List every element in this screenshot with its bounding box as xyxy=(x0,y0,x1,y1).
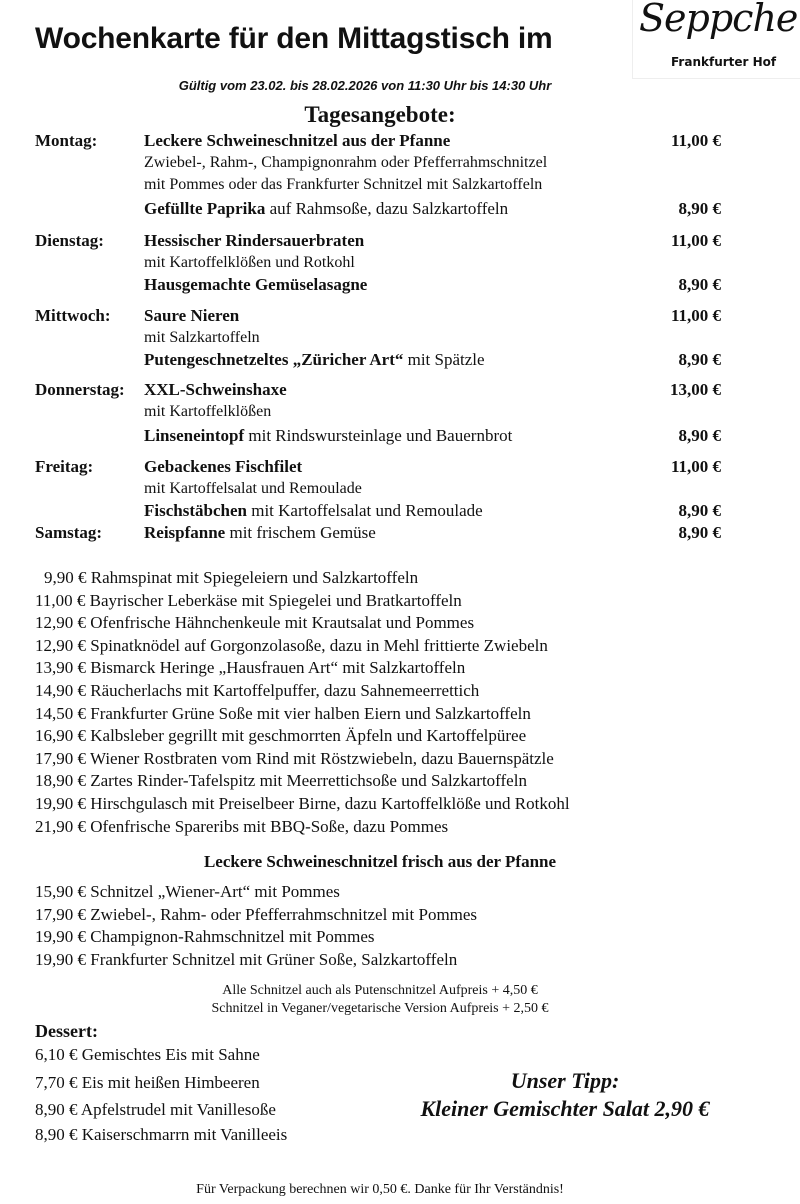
dish-title: Hausgemachte Gemüselasagne xyxy=(144,275,368,294)
menu-item xyxy=(35,681,479,701)
item-name: Hirschgulasch mit Preiselbeer Birne, dazu Kartoffelklöße und Rotkohl xyxy=(90,794,570,813)
schnitzel-item xyxy=(35,882,340,902)
schnitzel-heading: Leckere Schweineschnitzel frisch aus der Pfanne xyxy=(203,852,557,871)
item-name: Champignon-Rahmschnitzel mit Pommes xyxy=(90,927,375,947)
dish-price: 13,00 € xyxy=(670,380,721,399)
item-name: Räucherlachs mit Kartoffelpuffer, dazu Sahnemeerrettich xyxy=(90,681,480,700)
tip-offer: Kleiner Gemischter Salat 2,90 € xyxy=(420,1096,710,1121)
item-price: 21,90 € xyxy=(35,816,86,836)
dish-description: mit Salzkartoffeln xyxy=(144,329,260,346)
dish-description: mit Kartoffelklößen und Rotkohl xyxy=(144,254,355,271)
menu-item xyxy=(35,794,570,814)
validity-period: Gültig vom 23.02. bis 28.02.2026 von 11:30 Uhr bis 14:30 Uhr xyxy=(178,78,552,93)
item-price: 14,90 € xyxy=(35,681,86,700)
dessert-heading: Dessert: xyxy=(35,1021,98,1041)
restaurant-logo xyxy=(632,0,800,79)
item-price: 17,90 € xyxy=(35,748,86,768)
item-price: 15,90 € xyxy=(35,882,86,901)
item-name: Frankfurter Grüne Soße mit vier halben Eiern und Salzkartoffeln xyxy=(90,703,531,723)
item-name: Schnitzel „Wiener-Art“ mit Pommes xyxy=(90,882,340,901)
item-name: Zwiebel-, Rahm- oder Pfefferrahmschnitzel mit Pommes xyxy=(90,904,478,924)
turkey-surcharge-note: Alle Schnitzel auch als Putenschnitzel Aufpreis + 4,50 € xyxy=(222,983,538,998)
dish-description: Zwiebel-, Rahm-, Champignonrahm oder Pfefferrahmschnitzel xyxy=(144,154,548,171)
page-title: Wochenkarte für den Mittagstisch im xyxy=(35,22,553,55)
menu-item xyxy=(35,591,462,611)
dessert-item xyxy=(35,1125,287,1145)
dish-price: 11,00 € xyxy=(670,131,721,150)
item-name: Ofenfrische Spareribs mit BBQ-Soße, dazu Pommes xyxy=(90,816,449,836)
dish-name xyxy=(144,275,367,295)
dish-title: Hessischer Rindersauerbraten xyxy=(144,231,365,250)
dish-title: Fischstäbchen xyxy=(144,501,247,520)
dish-title: Putengeschnetzeltes „Züricher Art“ xyxy=(144,350,404,369)
menu-item xyxy=(35,817,448,837)
dessert-item xyxy=(35,1045,260,1065)
item-price: 18,90 € xyxy=(35,771,86,791)
menu-item xyxy=(35,636,548,656)
dish-detail: mit frischem Gemüse xyxy=(225,523,376,542)
item-price: 19,90 € xyxy=(35,927,86,947)
dish-name xyxy=(144,131,450,151)
dish-price: 8,90 € xyxy=(678,275,721,294)
logo-subtitle: Frankfurter Hof xyxy=(671,55,777,69)
dish-title: Reispfanne xyxy=(144,523,226,542)
item-name: Gemischtes Eis mit Sahne xyxy=(81,1045,260,1064)
dish-title: Gebackenes Fischfilet xyxy=(144,457,303,476)
item-name: Bismarck Heringe „Hausfrauen Art“ mit Salzkartoffeln xyxy=(90,658,466,678)
dish-name xyxy=(144,426,512,446)
schnitzel-item xyxy=(35,905,477,925)
dish-price: 11,00 € xyxy=(670,231,721,250)
dish-detail: auf Rahmsoße, dazu Salzkartoffeln xyxy=(265,199,509,218)
menu-item xyxy=(35,749,554,769)
dish-price: 11,00 € xyxy=(670,457,721,476)
item-price: 7,70 € xyxy=(35,1073,78,1092)
dish-price: 8,90 € xyxy=(678,523,721,542)
item-name: Eis mit heißen Himbeeren xyxy=(81,1073,260,1092)
item-price: 16,90 € xyxy=(35,726,86,746)
item-name: Frankfurter Schnitzel mit Grüner Soße, Salzkartoffeln xyxy=(90,949,458,969)
day-label: Montag: xyxy=(35,131,98,150)
item-price: 12,90 € xyxy=(35,635,86,655)
dessert-item xyxy=(35,1100,276,1120)
vegan-surcharge-note: Schnitzel in Veganer/vegetarische Version Aufpreis + 2,50 € xyxy=(211,1001,549,1016)
item-price: 8,90 € xyxy=(35,1125,78,1144)
dish-name xyxy=(144,350,485,370)
item-price: 6,10 € xyxy=(35,1045,78,1064)
item-name: Ofenfrische Hähnchenkeule mit Krautsalat und Pommes xyxy=(90,613,475,633)
dish-description: mit Kartoffelsalat und Remoulade xyxy=(144,480,362,497)
item-name: Bayrischer Leberkäse mit Spiegelei und Bratkartoffeln xyxy=(89,590,462,610)
day-label: Samstag: xyxy=(35,523,103,542)
schnitzel-item xyxy=(35,950,457,970)
item-name: Apfelstrudel mit Vanillesoße xyxy=(80,1100,276,1119)
packaging-note: Für Verpackung berechnen wir 0,50 €. Danke für Ihr Verständnis! xyxy=(196,1182,564,1197)
menu-item xyxy=(35,658,465,678)
item-price: 9,90 € xyxy=(44,568,87,587)
dish-name xyxy=(144,199,508,219)
item-price: 19,90 € xyxy=(35,949,86,969)
item-price: 17,90 € xyxy=(35,904,86,924)
menu-item xyxy=(35,726,526,746)
item-name: Kalbsleber gegrillt mit geschmorrten Äpfeln und Kartoffelpüree xyxy=(90,726,527,746)
logo-script-text: Seppche xyxy=(639,0,798,40)
dessert-item xyxy=(35,1073,260,1093)
dish-title: XXL-Schweinshaxe xyxy=(144,380,287,399)
dish-price: 8,90 € xyxy=(678,426,721,445)
dish-title: Saure Nieren xyxy=(144,306,240,325)
menu-item xyxy=(44,568,418,588)
item-price: 14,50 € xyxy=(35,703,86,723)
dish-name xyxy=(144,380,287,400)
dish-detail: mit Kartoffelsalat und Remoulade xyxy=(246,501,483,520)
day-label: Dienstag: xyxy=(35,231,104,250)
item-price: 11,00 € xyxy=(35,590,86,610)
schnitzel-item xyxy=(35,927,375,947)
dish-price: 8,90 € xyxy=(678,501,721,520)
tip-heading: Unser Tipp: xyxy=(510,1068,620,1093)
dish-title: Leckere Schweineschnitzel aus der Pfanne xyxy=(144,131,451,150)
dish-price: 8,90 € xyxy=(678,199,721,218)
item-price: 19,90 € xyxy=(35,794,86,813)
menu-item xyxy=(35,771,527,791)
item-name: Kaiserschmarrn mit Vanilleeis xyxy=(81,1125,288,1144)
day-label: Freitag: xyxy=(35,457,94,476)
item-price: 13,90 € xyxy=(35,658,86,678)
dish-description: mit Kartoffelklößen xyxy=(144,403,272,420)
dish-name xyxy=(144,501,483,521)
dish-description: mit Pommes oder das Frankfurter Schnitzel mit Salzkartoffeln xyxy=(144,176,543,193)
daily-specials-heading: Tagesangebote: xyxy=(304,102,456,127)
dish-name xyxy=(144,457,302,477)
item-name: Zartes Rinder-Tafelspitz mit Meerrettichsoße und Salzkartoffeln xyxy=(90,771,527,791)
item-name: Rahmspinat mit Spiegeleiern und Salzkartoffeln xyxy=(90,568,419,587)
menu-item xyxy=(35,613,474,633)
item-name: Spinatknödel auf Gorgonzolasoße, dazu in Mehl frittierte Zwiebeln xyxy=(90,635,548,655)
dish-name xyxy=(144,523,376,543)
dish-detail: mit Rindswursteinlage und Bauernbrot xyxy=(244,426,513,445)
item-name: Wiener Rostbraten vom Rind mit Röstzwiebeln, dazu Bauernspätzle xyxy=(89,748,554,768)
item-price: 8,90 € xyxy=(35,1100,78,1119)
dish-detail: mit Spätzle xyxy=(403,350,485,369)
day-label: Mittwoch: xyxy=(35,306,111,325)
dish-price: 8,90 € xyxy=(678,350,721,369)
dish-name xyxy=(144,306,239,326)
dish-title: Gefüllte Paprika xyxy=(144,199,266,218)
dish-title: Linseneintopf xyxy=(144,426,245,445)
menu-item xyxy=(35,704,531,724)
dish-name xyxy=(144,231,364,251)
day-label: Donnerstag: xyxy=(35,380,125,399)
item-price: 12,90 € xyxy=(35,613,86,633)
dish-price: 11,00 € xyxy=(670,306,721,325)
